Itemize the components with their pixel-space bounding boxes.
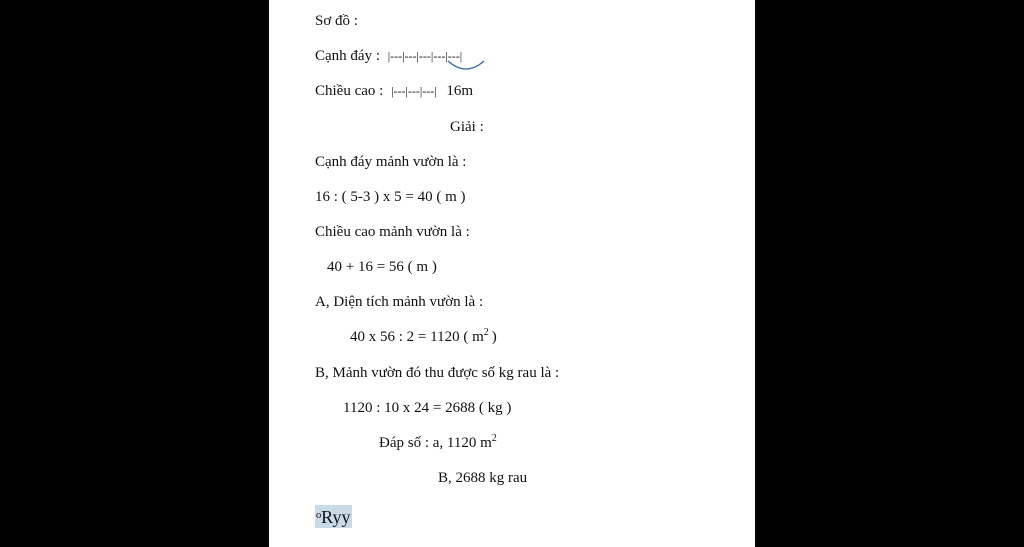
giai-heading: Giải : — [450, 119, 484, 135]
part-a-superscript: 2 — [483, 327, 489, 338]
canh-day-row — [315, 47, 462, 65]
step2-calc: 40 + 16 = 56 ( m ) — [327, 259, 437, 275]
answer-a-text: Đáp số : a, 1120 m — [379, 435, 492, 451]
chieu-cao-label: Chiều cao : — [315, 83, 384, 99]
step1-calc: 16 : ( 5-3 ) x 5 = 40 ( m ) — [315, 189, 466, 205]
canh-day-label: Cạnh đáy : — [315, 48, 380, 64]
chieu-cao-segment-bar: |---|---|---| — [391, 84, 437, 98]
part-a-close: ) — [491, 329, 497, 345]
brace-arc-icon — [446, 57, 486, 75]
chieu-cao-row — [315, 82, 473, 100]
part-b-calc: 1120 : 10 x 24 = 2688 ( kg ) — [343, 400, 512, 416]
answer-b: B, 2688 kg rau — [438, 470, 528, 486]
author-signature: ᵒRyy — [316, 507, 351, 527]
chieu-cao-value: 16m — [446, 83, 474, 99]
part-a-calc-text: 40 x 56 : 2 = 1120 ( m — [350, 329, 484, 345]
answer-a — [379, 434, 497, 452]
step1-title: Cạnh đáy mảnh vườn là : — [315, 154, 467, 170]
part-a-calc — [350, 328, 497, 346]
so-do-heading: Sơ đồ : — [315, 13, 358, 29]
part-b-title: B, Mảnh vườn đó thu được số kg rau là : — [315, 365, 560, 381]
canh-day-segment-bar: |---|---|---|---|---| — [387, 49, 463, 63]
step2-title: Chiều cao mảnh vườn là : — [315, 224, 470, 240]
part-a-title: A, Diện tích mảnh vườn là : — [315, 294, 484, 310]
answer-a-superscript: 2 — [491, 433, 497, 444]
